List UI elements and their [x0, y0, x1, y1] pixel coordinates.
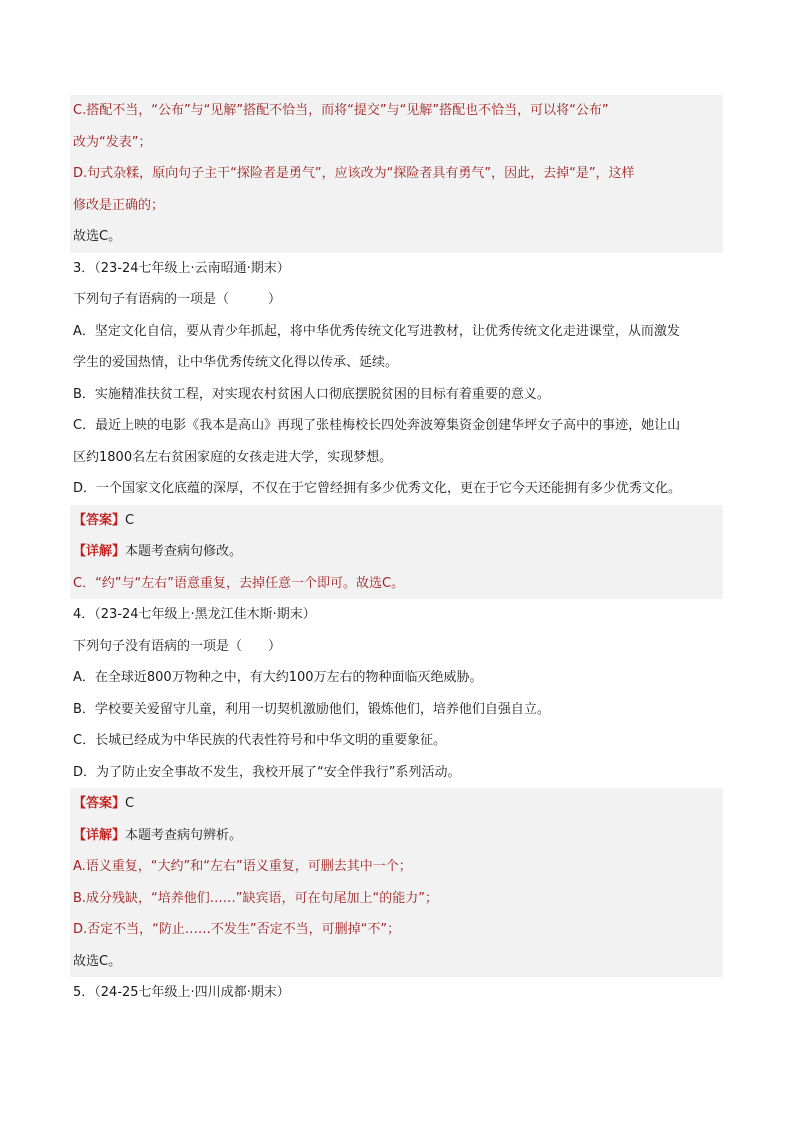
detail-tag: 【详解】 [73, 827, 126, 843]
question-stem: 下列句子没有语病的一项是（ ） [73, 638, 282, 654]
detail-line [70, 536, 723, 568]
question-number: 3．（23-24七年级上·云南昭通·期末） [73, 260, 290, 276]
answer-line [70, 788, 723, 820]
answer-tag: 【答案】 [73, 796, 126, 811]
option-a: A．坚定文化自信，要从青少年抓起，将中华优秀传统文化写进教材，让优秀传统文化走进课堂，从而激发 [73, 323, 680, 339]
option-c-continued: 区约1800名左右贫困家庭的女孩走进大学，实现梦想。 [73, 449, 393, 465]
explanation-line: C.搭配不当，“公布”与“见解”搭配不恰当，而将“提交”与“见解”搭配也不恰当，可以将“公布” [70, 95, 723, 127]
option-c: C．长城已经成为中华民族的代表性符号和中华文明的重要象征。 [73, 733, 447, 748]
option-b: B．学校要关爱留守儿童，利用一切契机激励他们，锻炼他们，培养他们自强自立。 [73, 701, 550, 717]
detail-tag: 【详解】 [73, 544, 126, 559]
explanation-line: B.成分残缺，“培养他们……”缺宾语，可在句尾加上“的能力”； [70, 883, 723, 915]
explanation-line: 修改是正确的； [70, 190, 723, 222]
option-b: B．实施精准扶贫工程，对实现农村贫困人口彻底摆脱贫困的目标有着重要的意义。 [73, 386, 550, 402]
conclusion-line: 故选C。 [70, 221, 723, 253]
conclusion-line: 故选C。 [70, 946, 723, 978]
detail-line [70, 820, 723, 852]
answer-tag: 【答案】 [73, 512, 126, 528]
explanation-line: C．“约”与“左右”语意重复，去掉任意一个即可。故选C。 [70, 568, 723, 600]
option-c: C．最近上映的电影《我本是高山》再现了张桂梅校长四处奔波筹集资金创建华坪女子高中的事迹，她让山 [73, 418, 681, 433]
answer-line [70, 505, 723, 537]
answer-value: C [125, 796, 135, 811]
detail-text: 本题考查病句辨析。 [125, 827, 243, 843]
option-a: A．在全球近800万物种之中，有大约100万左右的物种面临灭绝威胁。 [73, 670, 483, 685]
question-number: 5．（24-25七年级上·四川成都·期末） [73, 985, 290, 1000]
detail-text: 本题考查病句修改。 [125, 544, 243, 559]
explanation-line: 改为“发表”； [70, 127, 723, 159]
option-a-continued: 学生的爱国热情，让中华优秀传统文化得以传承、延续。 [73, 355, 399, 370]
option-d: D．为了防止安全事故不发生，我校开展了“安全伴我行”系列活动。 [73, 764, 461, 780]
explanation-line: D.句式杂糅，原向句子主干“探险者是勇气”，应该改为“探险者具有勇气”，因此，去掉“是”，这样 [70, 158, 723, 190]
explanation-line: D.否定不当，“防止……不发生”否定不当，可删掉“不”； [70, 914, 723, 946]
document-page [70, 95, 723, 1009]
option-d: D．一个国家文化底蕴的深厚，不仅在于它曾经拥有多少优秀文化，更在于它今天还能拥有多少优秀文化。 [73, 481, 682, 496]
question-number: 4．（23-24七年级上·黑龙江佳木斯·期末） [73, 607, 316, 622]
answer-value: C [125, 512, 135, 528]
question-stem: 下列句子有语病的一项是（ ） [73, 292, 282, 307]
explanation-line: A.语义重复，“大约”和“左右”语义重复，可删去其中一个； [70, 851, 723, 883]
